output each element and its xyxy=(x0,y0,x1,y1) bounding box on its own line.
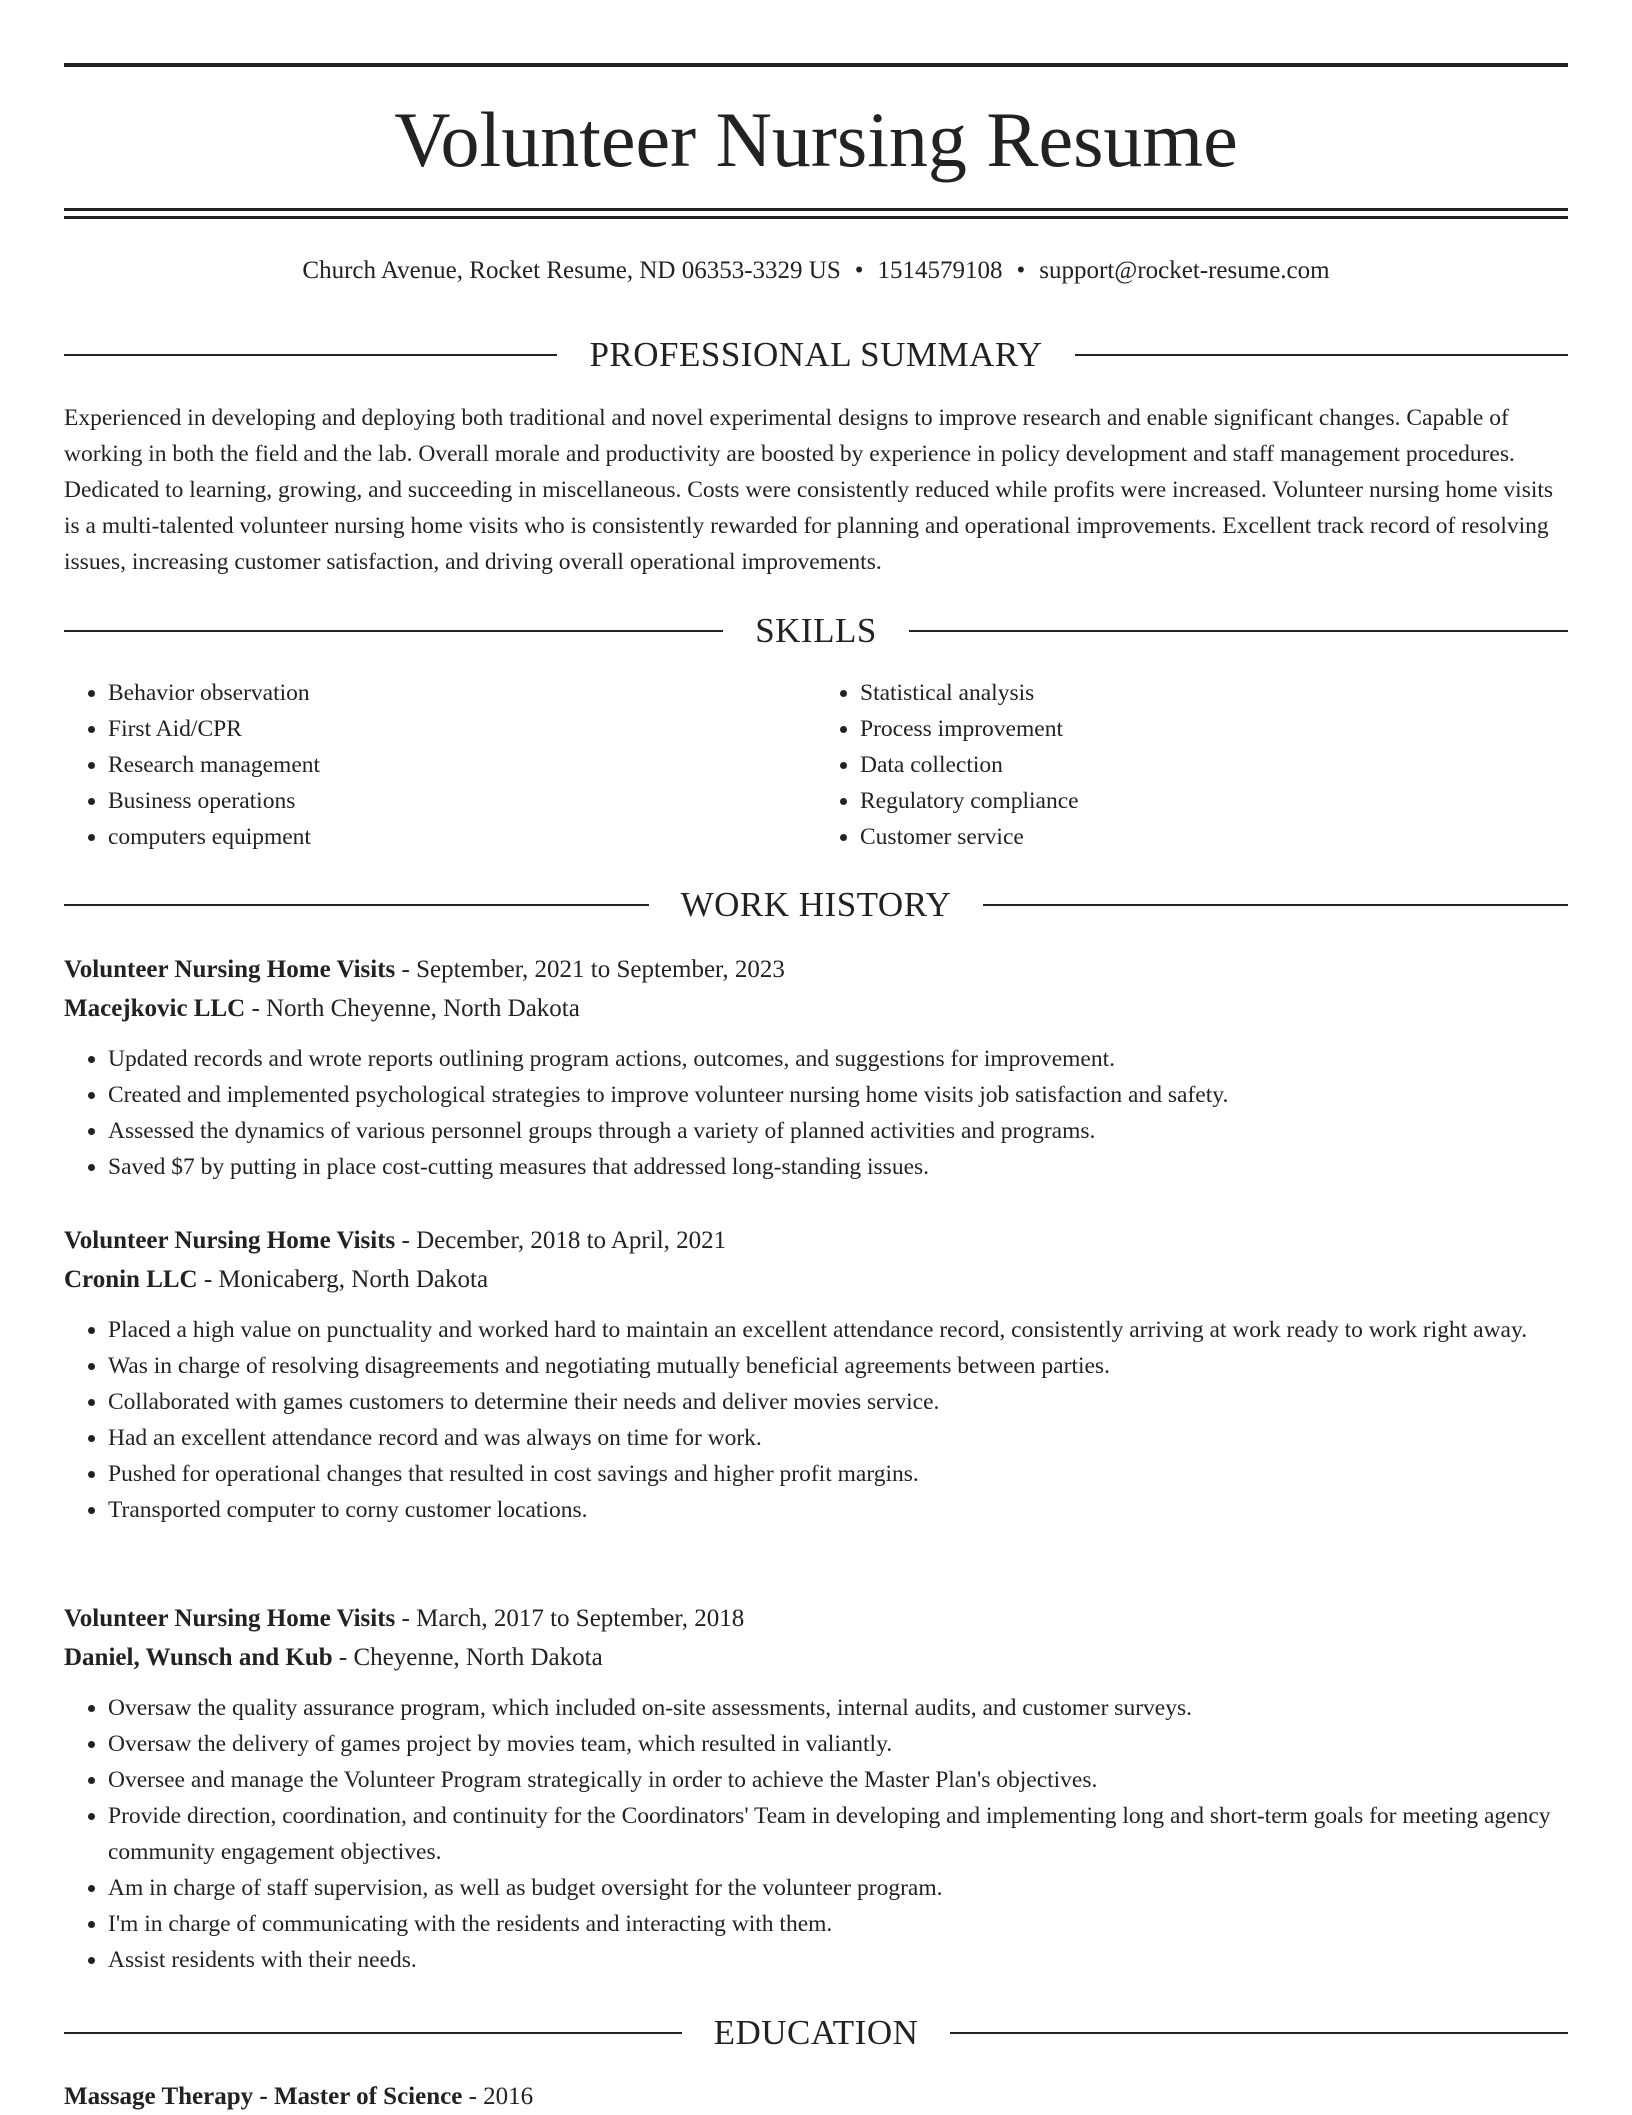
job-title-line xyxy=(64,1221,1568,1260)
job-bullet: • Created and implemented psychological strategies to improve volunteer nursing home visits job satisfaction and safety. xyxy=(108,1077,1568,1113)
education-degree: Massage Therapy - Master of Science xyxy=(64,2083,463,2110)
education-year: - 2016 xyxy=(462,2083,534,2110)
job-title: Volunteer Nursing Home Visits xyxy=(64,1605,396,1632)
job-company: Macejkovic LLC xyxy=(64,995,246,1022)
job-bullet: • Provide direction, coordination, and continuity for the Coordinators' Team in developing and implementing long and short-term goals for meeting agency community engagement objectives. xyxy=(108,1798,1568,1870)
skill-item: • Business operations xyxy=(108,783,816,819)
job-company-line xyxy=(64,989,1568,1028)
skill-item: • First Aid/CPR xyxy=(108,711,816,747)
skill-item: • Statistical analysis xyxy=(860,675,1568,711)
section-rule-left xyxy=(64,630,723,632)
skill-item: • Customer service xyxy=(860,819,1568,855)
job-dates: - December, 2018 to April, 2021 xyxy=(395,1227,727,1254)
job-title: Volunteer Nursing Home Visits xyxy=(64,956,396,983)
job-bullet: • I'm in charge of communicating with the residents and interacting with them. xyxy=(108,1906,1568,1942)
job-company-line xyxy=(64,1638,1568,1677)
job-bullet: • Oversaw the quality assurance program, which included on-site assessments, internal audits, and customer surveys. xyxy=(108,1690,1568,1726)
job-bullets xyxy=(64,1690,1568,1978)
job-bullets xyxy=(64,1312,1568,1528)
section-title-work-history: WORK HISTORY xyxy=(680,885,952,924)
job-company-line xyxy=(64,1260,1568,1299)
job-bullet: • Collaborated with games customers to determine their needs and deliver movies service. xyxy=(108,1384,1568,1420)
section-title-summary: PROFESSIONAL SUMMARY xyxy=(589,335,1043,374)
separator-dot: • xyxy=(1016,257,1026,284)
section-header-work-history xyxy=(64,885,1568,925)
summary-text: Experienced in developing and deploying both traditional and novel experimental designs to improve research and enable significant changes. Capable of working in both the field and the lab. Overall morale and productivity are boosted by experience in policy development and staff management procedures. Dedicated to learning, growing, and succeeding in miscellaneous. Costs were consistently reduced while profits were increased. Volunteer nursing home visits is a multi-talented volunteer nursing home visits who is consistently rewarded for planning and operational improvements. Excellent track record of resolving issues, increasing customer satisfaction, and driving overall operational improvements. xyxy=(64,405,1554,575)
title-double-rule xyxy=(64,208,1568,219)
job-bullet: • Was in charge of resolving disagreements and negotiating mutually beneficial agreements between parties. xyxy=(108,1348,1568,1384)
section-rule-right xyxy=(1075,354,1568,356)
job-company: Daniel, Wunsch and Kub xyxy=(64,1644,333,1671)
section-rule-left xyxy=(64,2032,682,2034)
job-bullet: • Assessed the dynamics of various personnel groups through a variety of planned activities and programs. xyxy=(108,1113,1568,1149)
job-bullet: • Had an excellent attendance record and was always on time for work. xyxy=(108,1420,1568,1456)
job-bullet: • Placed a high value on punctuality and worked hard to maintain an excellent attendance record, consistently arriving at work ready to work right away. xyxy=(108,1312,1568,1348)
job-entry xyxy=(64,1599,1568,1978)
job-location: - North Cheyenne, North Dakota xyxy=(245,995,580,1022)
job-bullet: • Transported computer to corny customer locations. xyxy=(108,1492,1568,1528)
job-bullet: • Assist residents with their needs. xyxy=(108,1942,1568,1978)
job-dates: - September, 2021 to September, 2023 xyxy=(395,956,785,983)
section-header-skills xyxy=(64,611,1568,651)
education-entry xyxy=(64,2079,1568,2115)
job-entry xyxy=(64,1221,1568,1528)
job-title-line xyxy=(64,950,1568,989)
section-rule-right xyxy=(909,630,1568,632)
section-rule-left xyxy=(64,354,557,356)
job-bullet: • Oversee and manage the Volunteer Program strategically in order to achieve the Master Plan's objectives. xyxy=(108,1762,1568,1798)
job-location: - Monicaberg, North Dakota xyxy=(197,1266,489,1293)
section-title-education: EDUCATION xyxy=(713,2013,919,2052)
page-title: Volunteer Nursing Resume xyxy=(394,96,1238,183)
job-title: Volunteer Nursing Home Visits xyxy=(64,1227,396,1254)
section-rule-left xyxy=(64,904,649,906)
job-bullets xyxy=(64,1041,1568,1185)
top-rule xyxy=(64,63,1568,67)
skills-column-left xyxy=(64,675,816,855)
job-bullet: • Am in charge of staff supervision, as well as budget oversight for the volunteer program. xyxy=(108,1870,1568,1906)
job-title-line xyxy=(64,1599,1568,1638)
skill-item: • computers equipment xyxy=(108,819,816,855)
skills-list xyxy=(64,675,1568,855)
address: Church Avenue, Rocket Resume, ND 06353-3329 US xyxy=(302,257,841,284)
skill-item: • Data collection xyxy=(860,747,1568,783)
job-bullet: • Oversaw the delivery of games project by movies team, which resulted in valiantly. xyxy=(108,1726,1568,1762)
section-rule-right xyxy=(983,904,1568,906)
skill-item: • Behavior observation xyxy=(108,675,816,711)
skill-item: • Process improvement xyxy=(860,711,1568,747)
skill-item: • Regulatory compliance xyxy=(860,783,1568,819)
section-rule-right xyxy=(950,2032,1568,2034)
skills-column-right xyxy=(816,675,1568,855)
email-link[interactable]: support@rocket-resume.com xyxy=(1039,257,1330,284)
section-header-summary xyxy=(64,335,1568,375)
job-location: - Cheyenne, North Dakota xyxy=(332,1644,603,1671)
phone: 1514579108 xyxy=(877,257,1003,284)
skill-item: • Research management xyxy=(108,747,816,783)
job-company: Cronin LLC xyxy=(64,1266,198,1293)
section-header-education xyxy=(64,2013,1568,2053)
job-bullet: • Updated records and wrote reports outlining program actions, outcomes, and suggestions for improvement. xyxy=(108,1041,1568,1077)
job-bullet: • Saved $7 by putting in place cost-cutting measures that addressed long-standing issues. xyxy=(108,1149,1568,1185)
job-entry xyxy=(64,950,1568,1185)
section-title-skills: SKILLS xyxy=(755,611,877,650)
separator-dot: • xyxy=(854,257,864,284)
contact-line xyxy=(64,253,1568,289)
job-bullet: • Pushed for operational changes that resulted in cost savings and higher profit margins. xyxy=(108,1456,1568,1492)
job-dates: - March, 2017 to September, 2018 xyxy=(395,1605,745,1632)
